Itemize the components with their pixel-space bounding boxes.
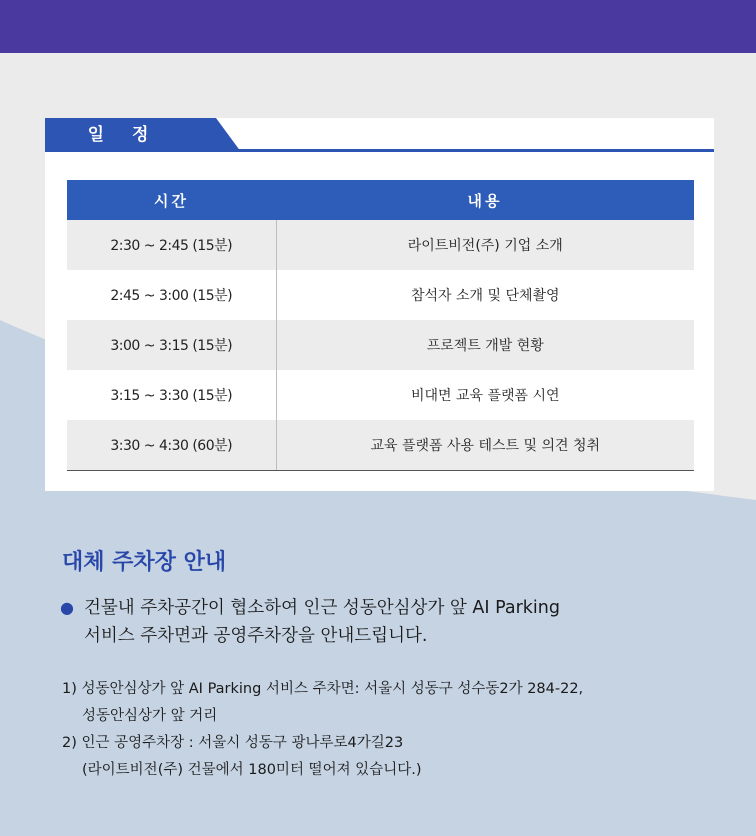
- note1-line1: 1) 성동안심상가 앞 AI Parking 서비스 주차면: 서울시 성동구 성수동2가 284-22,: [62, 681, 584, 697]
- column-header-time: 시간: [67, 180, 276, 220]
- schedule-tab-rule: [236, 149, 714, 152]
- table-row: [67, 420, 694, 471]
- table-row: [67, 220, 694, 270]
- row-content: 라이트비전(주) 기업 소개: [276, 220, 694, 270]
- row-time: 2:30 ~ 2:45 (15분): [67, 220, 276, 270]
- table-row: [67, 320, 694, 370]
- row-time: 3:00 ~ 3:15 (15분): [67, 320, 276, 370]
- row-content: 프로젝트 개발 현황: [276, 320, 694, 370]
- schedule-table: [67, 180, 694, 471]
- row-content: 참석자 소개 및 단체촬영: [410, 288, 560, 304]
- column-header-content: 내용: [276, 180, 694, 220]
- row-time: 3:15 ~ 3:30 (15분): [67, 370, 276, 420]
- parking-bullet-line1: 건물내 주차공간이 협소하여 인근 성동안심상가 앞 AI Parking: [84, 598, 560, 618]
- parking-section-title: 대체 주차장 안내: [62, 550, 227, 575]
- row-time: 3:30 ~ 4:30 (60분): [67, 420, 276, 471]
- table-row: [67, 270, 694, 320]
- table-row: [67, 370, 694, 420]
- row-content: 교육 플랫폼 사용 테스트 및 의견 청취: [276, 420, 694, 471]
- table-header-row: [67, 180, 694, 220]
- parking-bullet: [60, 594, 720, 650]
- bullet-dot-icon: ●: [60, 598, 74, 617]
- note2-line1: 2) 인근 공영주차장 : 서울시 성동구 광나루로4가길23: [62, 735, 404, 751]
- note1-line2: 성동안심상가 앞 거리: [82, 708, 218, 724]
- note2-line2: (라이트비전(주) 건물에서 180미터 떨어져 있습니다.): [82, 762, 422, 778]
- row-time: 2:45 ~ 3:00 (15분): [67, 270, 276, 320]
- schedule-tab-label: 일정: [87, 125, 177, 145]
- row-content: 비대면 교육 플랫폼 시연: [410, 388, 560, 404]
- parking-bullet-line2: 서비스 주차면과 공영주차장을 안내드립니다.: [84, 626, 428, 646]
- parking-notes: [62, 677, 722, 785]
